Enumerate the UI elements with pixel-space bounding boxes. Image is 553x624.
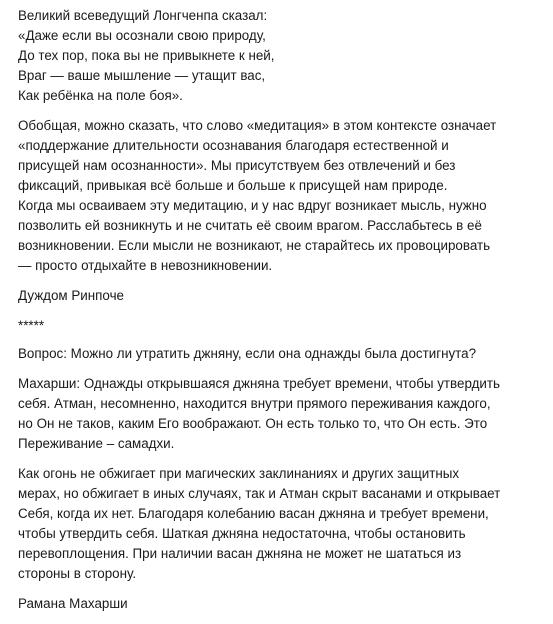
answer-line: чтобы утвердить себя. Шаткая джняна недостаточна, чтобы остановить <box>18 526 466 541</box>
separator-stars: ***** <box>18 318 45 333</box>
commentary-line: — просто отдыхайте в невозникновении. <box>18 258 273 273</box>
quote-line: Как ребёнка на поле боя». <box>18 88 183 103</box>
answer-line: Переживание – самадхи. <box>18 436 175 451</box>
author-attribution <box>18 286 546 306</box>
commentary-line: возникновении. Если мысли не возникают, не старайтесь их провоцировать <box>18 238 491 253</box>
author-name: Дуждом Ринпоче <box>18 288 124 303</box>
separator <box>18 316 546 336</box>
answer-continuation-paragraph <box>18 464 546 584</box>
commentary-paragraph <box>18 116 546 276</box>
answer-line: стороны в сторону. <box>18 566 137 581</box>
question-line: Вопрос: Можно ли утратить джняну, если она однажды была достигнута? <box>18 346 477 361</box>
author-name: Рамана Махарши <box>18 596 128 611</box>
answer-line: Себя, когда их нет. Благодаря колебанию васан джняна и требует времени, <box>18 506 489 521</box>
commentary-line: позволить ей возникнуть и не считать её своим врагом. Расслабьтесь в её <box>18 218 482 233</box>
answer-line: перевоплощения. При наличии васан джняна не может не шататься из <box>18 546 462 561</box>
commentary-line: Обобщая, можно сказать, что слово «медитация» в этом контексте означает <box>18 118 497 133</box>
question-paragraph <box>18 344 546 364</box>
author-attribution <box>18 594 546 614</box>
quote-line: «Даже если вы осознали свою природу, <box>18 28 266 43</box>
answer-paragraph <box>18 374 546 454</box>
answer-line: Махарши: Однажды открывшаяся джняна требует времени, чтобы утвердить <box>18 376 500 391</box>
answer-line: себя. Атман, несомненно, находится внутри прямого переживания каждого, <box>18 396 491 411</box>
document-body <box>18 6 546 624</box>
answer-line: но Он не таков, каким Его воображают. Он есть только то, что Он есть. Это <box>18 416 488 431</box>
commentary-line: «поддержание длительности осознавания благодаря естественной и <box>18 138 449 153</box>
quote-line: Великий всеведущий Лонгченпа сказал: <box>18 8 268 23</box>
answer-line: Как огонь не обжигает при магических заклинаниях и других защитных <box>18 466 460 481</box>
quote-line: До тех пор, пока вы не привыкнете к ней, <box>18 48 275 63</box>
commentary-line: фиксаций, привыкая всё больше и больше к присущей нам природе. <box>18 178 448 193</box>
quote-line: Враг — ваше мышление — утащит вас, <box>18 68 266 83</box>
commentary-line: присущей нам осознанности». Мы присутствуем без отвлечений и без <box>18 158 456 173</box>
quote-paragraph <box>18 6 546 106</box>
answer-line: мерах, но обжигает в иных случаях, так и Атман скрыт васанами и открывает <box>18 486 501 501</box>
commentary-line: Когда мы осваиваем эту медитацию, и у нас вдруг возникает мысль, нужно <box>18 198 487 213</box>
